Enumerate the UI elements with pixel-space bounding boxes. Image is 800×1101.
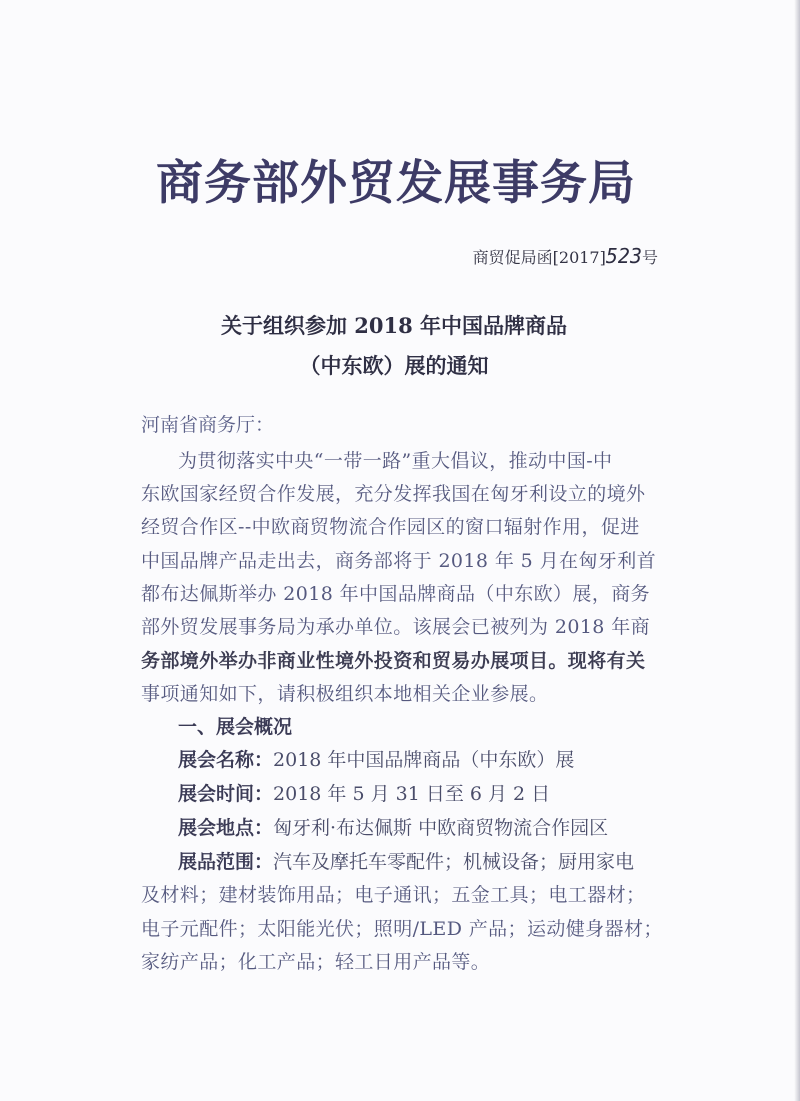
- document-number: [473, 244, 658, 268]
- salutation: 河南省商务厅：: [141, 414, 275, 436]
- expo-scope-row: [178, 847, 634, 874]
- expo-name-value: 2018 年中国品牌商品（中东欧）展: [273, 749, 575, 771]
- paragraph-line: 中国品牌产品走出去，商务部将于 2018 年 5 月在匈牙利首: [141, 550, 657, 572]
- paragraph-line: 都布达佩斯举办 2018 年中国品牌商品（中东欧）展，商务: [141, 583, 651, 605]
- org-letterhead: 商务部外贸发展事务局: [156, 156, 636, 211]
- document-number-suffix: 号: [641, 248, 658, 267]
- expo-place-row: [178, 813, 608, 840]
- paragraph-line: 务部境外举办非商业性境外投资和贸易办展项目。现将有关: [141, 650, 646, 672]
- expo-place-value: 匈牙利·布达佩斯 中欧商贸物流合作园区: [273, 817, 609, 839]
- section-heading-overview: 一、展会概况: [178, 716, 293, 738]
- paragraph-line: 经贸合作区--中欧商贸物流合作园区的窗口辐射作用，促进: [141, 516, 640, 538]
- expo-time-row: [178, 779, 550, 806]
- notice-title-line-1: 关于组织参加 2018 年中国品牌商品: [220, 313, 568, 338]
- expo-scope-continuation: 及材料；建材装饰用品；电子通讯；五金工具；电工器材；: [141, 884, 646, 906]
- document-number-handwritten: 523: [605, 244, 642, 268]
- paragraph-line: 部外贸发展事务局为承办单位。该展会已被列为 2018 年商: [141, 616, 651, 638]
- expo-scope-label: 展品范围：: [178, 851, 274, 873]
- notice-title-line-2: （中东欧）展的通知: [299, 353, 489, 378]
- scan-edge-shadow: [794, 0, 800, 1101]
- expo-time-value: 2018 年 5 月 31 日至 6 月 2 日: [273, 783, 551, 805]
- paragraph-line: 事项通知如下，请积极组织本地相关企业参展。: [141, 683, 549, 705]
- expo-place-label: 展会地点：: [178, 817, 274, 839]
- paragraph-line: 东欧国家经贸合作发展，充分发挥我国在匈牙利设立的境外: [141, 483, 646, 505]
- expo-scope-continuation: 电子元配件；太阳能光伏；照明/LED 产品；运动健身器材；: [141, 918, 663, 940]
- expo-scope-value: 汽车及摩托车零配件；机械设备；厨用家电: [273, 851, 635, 873]
- expo-name-row: [178, 745, 574, 772]
- expo-time-label: 展会时间：: [178, 783, 274, 805]
- expo-name-label: 展会名称：: [178, 749, 274, 771]
- expo-scope-continuation: 家纺产品；化工产品；轻工日用产品等。: [141, 951, 491, 973]
- paragraph-line: 为贯彻落实中央“一带一路”重大倡议，推动中国-中: [178, 450, 613, 472]
- document-number-prefix: 商贸促局函[2017]: [472, 248, 606, 267]
